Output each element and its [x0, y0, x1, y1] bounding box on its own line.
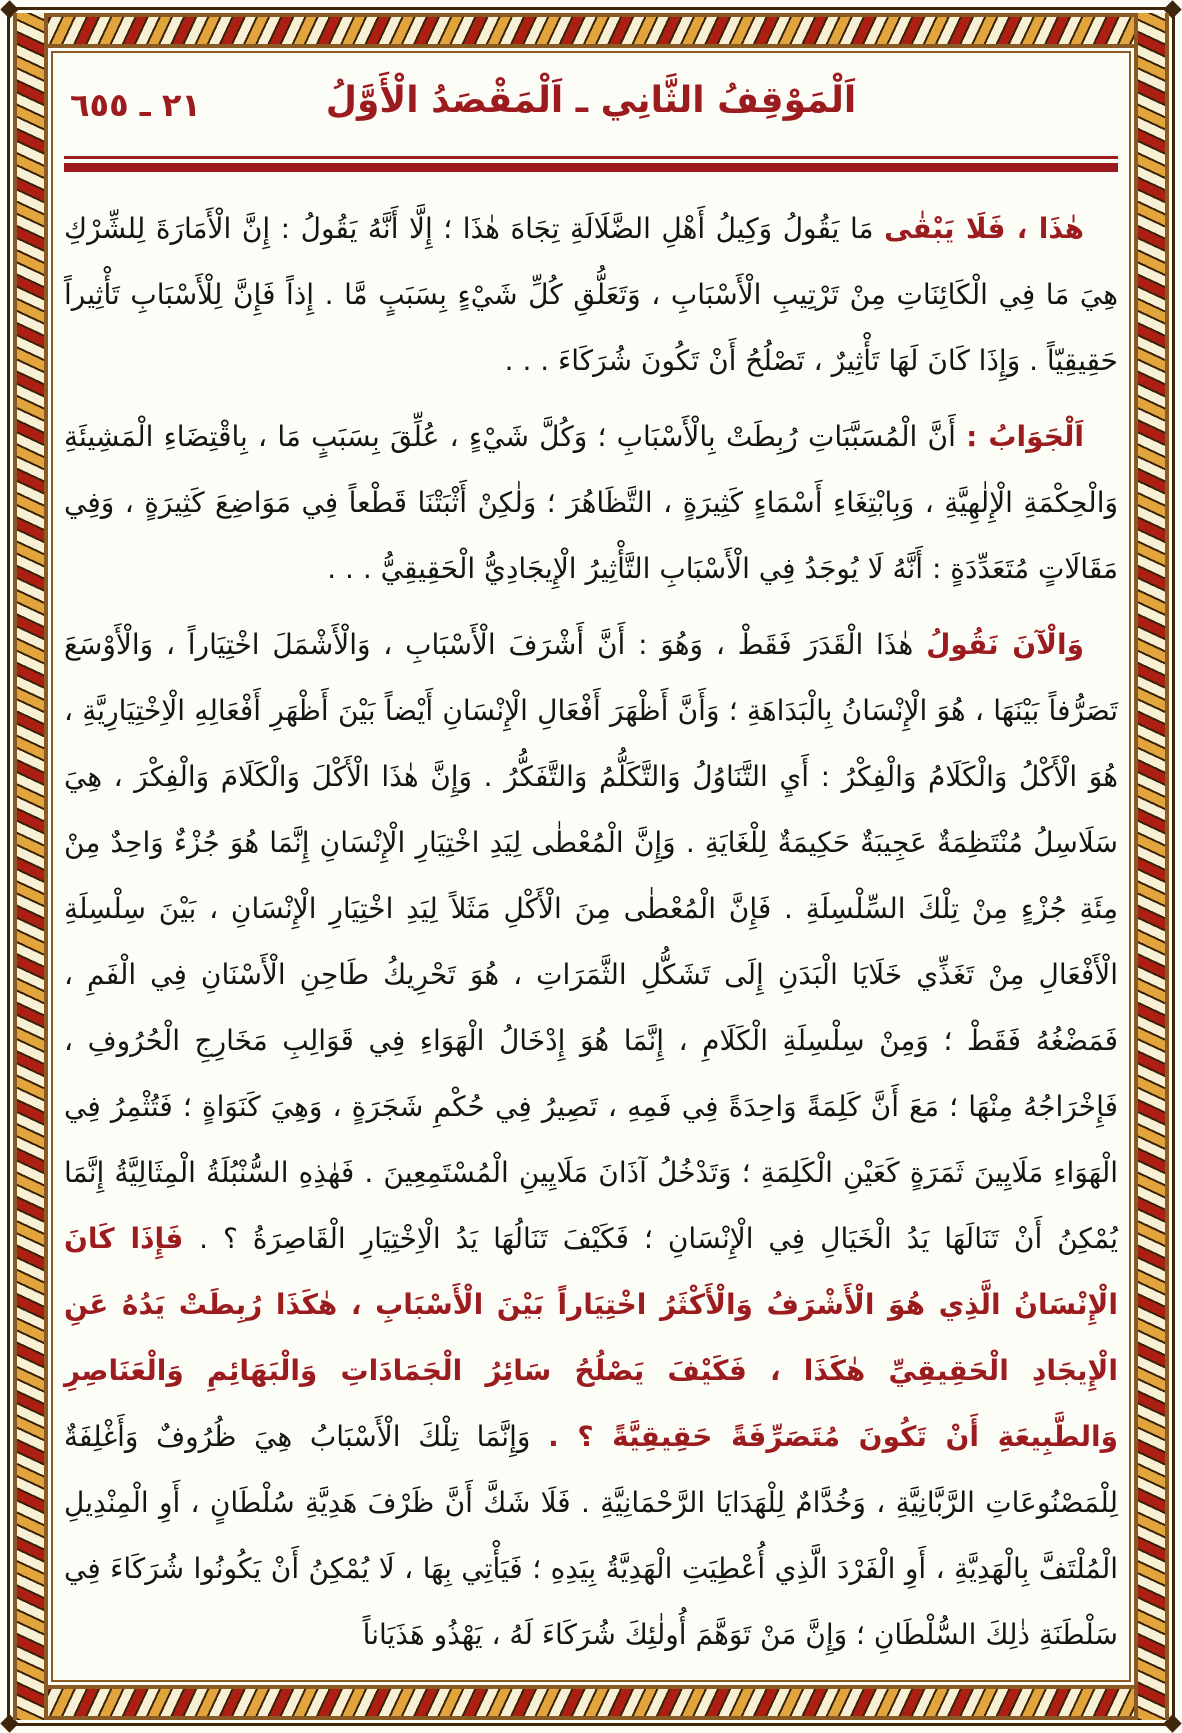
highlight-segment: اَلْجَوَابُ :: [966, 420, 1084, 453]
highlight-segment: هٰذَا ، فَلَا يَبْقٰى: [884, 212, 1084, 245]
page-title: اَلْمَوْقِفُ الثَّانِي ـ اَلْمَقْصَدُ الْأَوَّلُ: [325, 80, 857, 121]
body-segment: هٰذَا الْقَدَرَ فَقَطْ ، وَهُوَ : أَنَّ أَشْرَفَ الْأَسْبَابِ ، وَالْأَشْمَلَ اخْتِيَاراً ، وَالْأَوْسَعَ تَصَرُّفاً بَيْنَهَا ، هُوَ الْإِنْسَانُ بِالْبَدَاهَةِ ؛ وَأَنَّ أَظْهَرَ أَفْعَالِ الْإِنْسَانِ أَيْضاً بَيْنَ أَظْهَرِ أَفْعَالِهِ الْاِخْتِيَارِيَّةِ ، هُوَ الْأَكْلُ وَالْكَلَامُ وَالْفِكْرُ : أَيِ التَّنَاوُلُ وَالتَّكَلُّمُ وَالتَّفَكُّرُ . وَإِنَّ هٰذَا الْأَكْلَ وَالْكَلَامَ وَالْفِكْرَ ، هِيَ سَلَاسِلُ مُنْتَظِمَةٌ عَجِيبَةٌ حَكِيمَةٌ لِلْغَايَةِ . وَإِنَّ الْمُعْطٰى لِيَدِ اخْتِيَارِ الْإِنْسَانِ إِنَّمَا هُوَ جُزْءٌ وَاحِدٌ مِنْ مِئَةِ جُزْءٍ مِنْ تِلْكَ السِّلْسِلَةِ . فَإِنَّ الْمُعْطٰى مِنَ الْأَكْلِ مَثَلاً لِيَدِ اخْتِيَارِ الْإِنْسَانِ ، بَيْنَ سِلْسِلَةِ الْأَفْعَالِ مِنْ تَغَذِّي خَلَايَا الْبَدَنِ إِلَى تَشَكُّلِ الثَّمَرَاتِ ، هُوَ تَحْرِيكُ طَاحِنِ الْأَسْنَانِ فِي الْفَمِ ، فَمَضْغُهُ فَقَطْ ؛ وَمِنْ سِلْسِلَةِ الْكَلَامِ ، إِنَّمَا هُوَ إِدْخَالُ الْهَوَاءِ فِي قَوَالِبِ مَخَارِجِ الْحُرُوفِ ، فَإِخْرَاجُهُ مِنْهَا ؛ مَعَ أَنَّ كَلِمَةً وَاحِدَةً فِي فَمِهِ ، تَصِيرُ فِي حُكْمِ شَجَرَةٍ ، وَهِيَ كَنَوَاةٍ ؛ فَتُثْمِرُ فِي الْهَوَاءِ مَلَايِينَ ثَمَرَةٍ كَعَيْنِ الْكَلِمَةِ ؛ وَتَدْخُلُ آذَانَ مَلَايِينِ الْمُسْتَمِعِينَ . فَهٰذِهِ السُّنْبُلَةُ الْمِثَالِيَّةُ إِنَّمَا يُمْكِنُ أَنْ تَنَالَهَا يَدُ الْخَيَالِ فِي الْإِنْسَانِ ؛ فَكَيْفَ تَنَالُهَا يَدُ الْاِخْتِيَارِ الْقَاصِرَةُ ؟ .: [64, 628, 1118, 1255]
paragraph: [64, 612, 1118, 1668]
highlight-segment: وَالْآنَ نَقُولُ: [926, 628, 1084, 661]
header-divider-thin: [64, 156, 1118, 159]
frame-chain-band-right: [1134, 13, 1169, 1720]
frame-chain-band-left: [13, 13, 48, 1720]
paragraph: [64, 404, 1118, 602]
body-segment: وَإِنَّمَا تِلْكَ الْأَسْبَابُ هِيَ ظُرُوفٌ وَأَغْلِفَةٌ لِلْمَصْنُوعَاتِ الرَّبَّانِيَّةِ ، وَخُدَّامٌ لِلْهَدَايَا الرَّحْمَانِيَّةِ . فَلَا شَكَّ أَنَّ ظَرْفَ هَدِيَّةِ سُلْطَانٍ ، أَوِ الْمِنْدِيلِ الْمُلْتَفَّ بِالْهَدِيَّةِ ، أَوِ الْفَرْدَ الَّذِي أُعْطِيَتِ الْهَدِيَّةُ بِيَدِهِ ؛ فَيَأْتِي بِهَا ، لَا يُمْكِنُ أَنْ يَكُونُوا شُرَكَاءَ فِي سَلْطَنَةِ ذٰلِكَ السُّلْطَانِ ؛ وَإِنَّ مَنْ تَوَهَّمَ أُولٰئِكَ شُرَكَاءَ لَهُ ، يَهْذُو هَذَيَاناً: [64, 1420, 1118, 1651]
body-segment: أَنَّ الْمُسَبَّبَاتِ رُبِطَتْ بِالْأَسْبَابِ ؛ وَكُلَّ شَيْءٍ ، عُلِّقَ بِسَبَبٍ مَا ، بِاقْتِضَاءِ الْمَشِيئَةِ وَالْحِكْمَةِ الْإِلٰهِيَّةِ ، وَبِابْتِغَاءِ أَسْمَاءٍ كَثِيرَةٍ ، التَّظَاهُرَ ؛ وَلٰكِنْ أَثْبَتْنَا قَطْعاً فِي مَوَاضِعَ كَثِيرَةٍ ، وَفِي مَقَالَاتٍ مُتَعَدِّدَةٍ : أَنَّهُ لَا يُوجَدُ فِي الْأَسْبَابِ التَّأْثِيرُ الْإِيجَادِيُّ الْحَقِيقِيُّ . . .: [64, 420, 1118, 585]
frame-chain-band-top: [13, 13, 1169, 48]
page-number: ٢١ ـ ٦٥٥: [70, 86, 201, 124]
body-segment: مَا يَقُولُ وَكِيلُ أَهْلِ الضَّلَالَةِ تِجَاهَ هٰذَا ؛ إِلَّا أَنَّهُ يَقُولُ : إِنَّ الْأَمَارَةَ لِلشِّرْكِ هِيَ مَا فِي الْكَائِنَاتِ مِنْ تَرْتِيبِ الْأَسْبَابِ ، وَتَعَلُّقِ كُلِّ شَيْءٍ بِسَبَبٍ مَّا . إِذاً فَإِنَّ لِلْأَسْبَابِ تَأْثِيراً حَقِيقِيّاً . وَإِذَا كَانَ لَهَا تَأْثِيرٌ ، تَصْلُحُ أَنْ تَكُونَ شُرَكَاءَ . . .: [64, 212, 1118, 377]
body-text: [64, 196, 1118, 1668]
frame-chain-band-bottom: [13, 1685, 1169, 1720]
page-header: [64, 64, 1118, 144]
page-content: [64, 64, 1118, 1675]
paragraph: [64, 196, 1118, 394]
header-divider-thick: [64, 163, 1118, 172]
highlight-segment: فَإِذَا كَانَ الْإِنْسَانُ الَّذِي هُوَ الْأَشْرَفُ وَالْأَكْثَرُ اخْتِيَاراً بَيْنَ الْأَسْبَابِ ، هٰكَذَا رُبِطَتْ يَدُهُ عَنِ الْإِيجَادِ الْحَقِيقِيِّ هٰكَذَا ، فَكَيْفَ يَصْلُحُ سَائِرُ الْجَمَادَاتِ وَالْبَهَائِمِ وَالْعَنَاصِرِ وَالطَّبِيعَةِ أَنْ تَكُونَ مُتَصَرِّفَةً حَقِيقِيَّةً ؟ .: [64, 1222, 1118, 1453]
